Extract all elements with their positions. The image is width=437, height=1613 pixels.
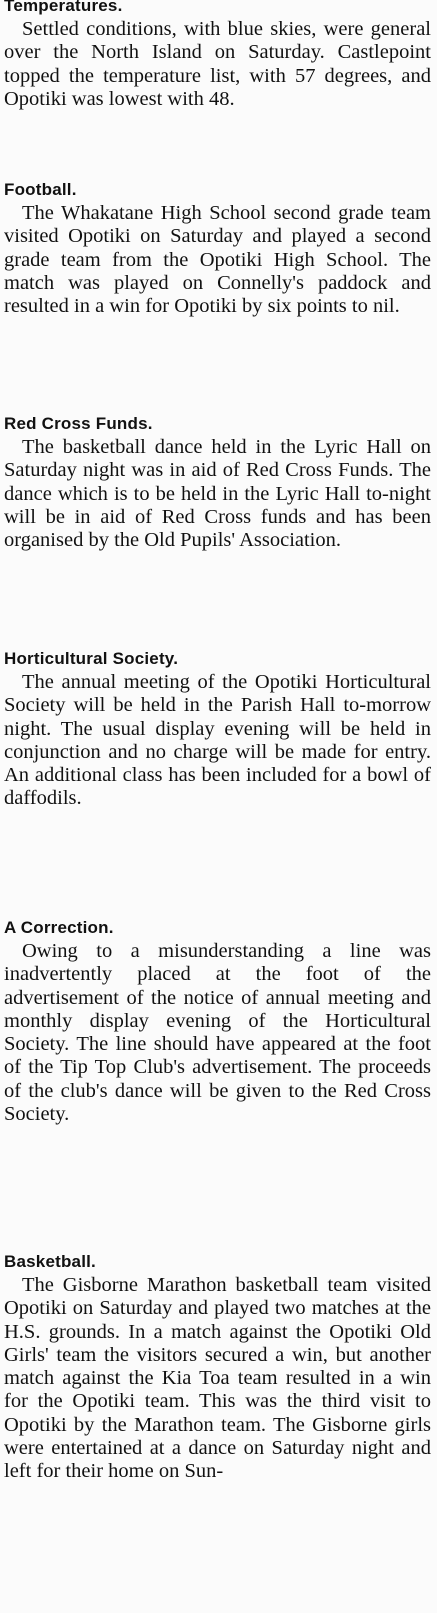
article-heading: Red Cross Funds. [4, 414, 153, 433]
article-heading: Horticultural Society. [4, 649, 179, 668]
article-body: The annual meeting of the Opotiki Horticultural Society will be held in the Parish Hall to-morrow night. The usual display evening will be held in conjunction and no charge will be made for entry. An additional class has been included for a bowl of daffodils. [4, 671, 431, 810]
article-temperatures [4, 0, 431, 111]
article-body: The Gisborne Marathon basketball team visited Opotiki on Saturday and played two matches at the H.S. grounds. In a match against the Opotiki Old Girls' team the visitors secured a win, but another match against the Kia Toa team resulted in a win for the Opotiki team. This was the third visit to Opotiki by the Marathon team. The Gisborne girls were entertained at a dance on Saturday night and left for their home on Sun- [4, 1274, 431, 1483]
article-horticultural-society [4, 649, 431, 811]
article-body: The Whakatane High School second grade team visited Opotiki on Saturday and played a second grade team from the Opotiki High School. The match was played on Connelly's paddock and resulted in a win for Opotiki by six points to nil. [4, 202, 431, 318]
article-heading: Football. [4, 180, 77, 199]
article-heading: A Correction. [4, 918, 114, 937]
article-basketball [4, 1252, 431, 1484]
article-body: The basketball dance held in the Lyric Hall on Saturday night was in aid of Red Cross Funds. The dance which is to be held in the Lyric Hall to-night will be in aid of Red Cross funds and has been organised by the Old Pupils' Association. [4, 436, 431, 552]
article-football [4, 180, 431, 318]
article-heading: Temperatures. [4, 0, 123, 15]
article-heading: Basketball. [4, 1252, 96, 1271]
article-body: Settled conditions, with blue skies, were general over the North Island on Saturday. Castlepoint topped the temperature list, with 57 degrees, and Opotiki was lowest with 48. [4, 18, 431, 110]
article-red-cross-funds [4, 414, 431, 552]
article-a-correction [4, 918, 431, 1126]
article-body: Owing to a misunderstanding a line was inadvertently placed at the foot of the advertisement of the notice of annual meeting and monthly display evening of the Horticultural Society. The line should have appeared at the foot of the Tip Top Club's advertisement. The proceeds of the club's dance will be given to the Red Cross Society. [4, 940, 431, 1126]
